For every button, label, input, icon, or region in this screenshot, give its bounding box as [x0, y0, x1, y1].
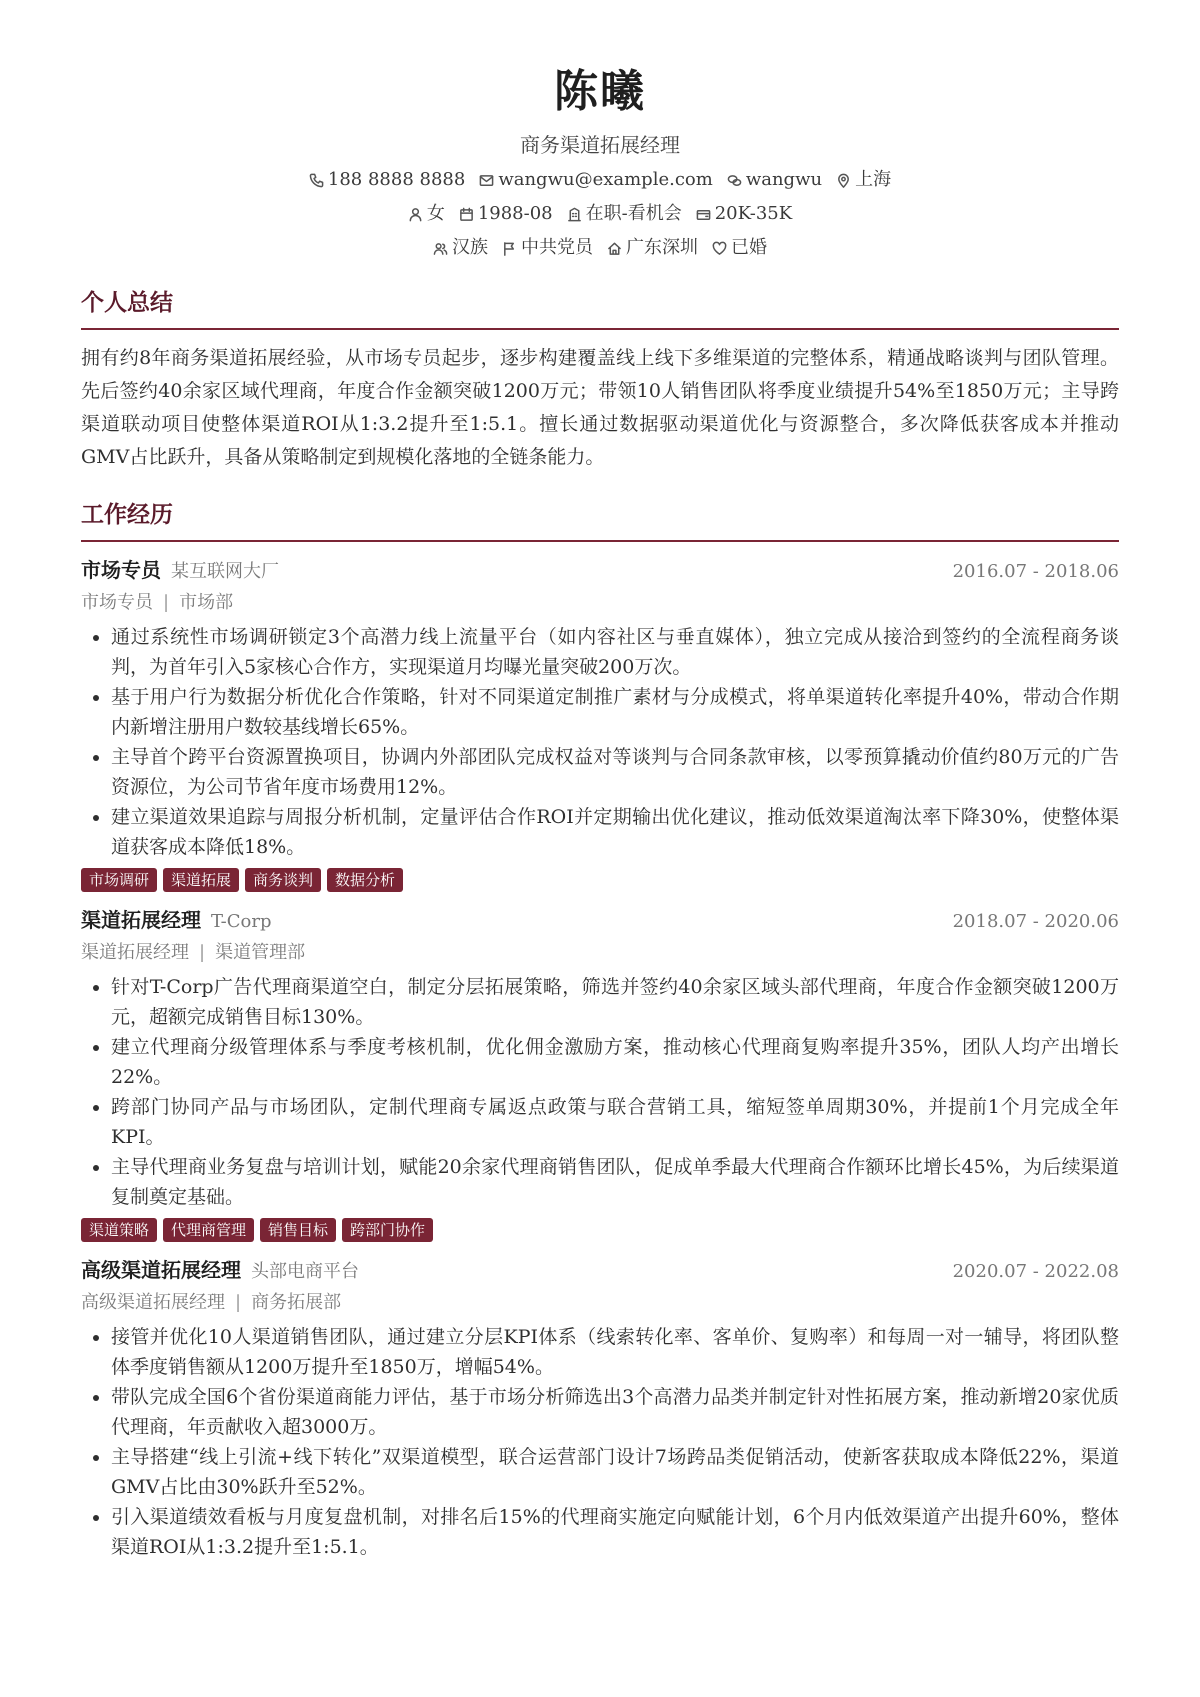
job-title: 商务渠道拓展经理	[520, 133, 680, 157]
job-department: 市场部	[179, 592, 234, 613]
skill-tag: 渠道策略	[81, 1218, 157, 1242]
job-bullets	[81, 1322, 1119, 1562]
location-icon	[836, 173, 851, 188]
birth-text: 1988-08	[477, 203, 553, 224]
wallet-icon	[696, 207, 711, 222]
salary-text: 20K-35K	[714, 203, 793, 224]
job-role: 高级渠道拓展经理	[81, 1258, 241, 1282]
job-dates: 2020.07 - 2022.08	[952, 1261, 1119, 1282]
summary-title: 个人总结	[81, 286, 1119, 330]
bullet-item: • 主导首个跨平台资源置换项目，协调内外部团队完成权益对等谈判与合同条款审核，以零预算撬动价值约80万元的广告资源位，为公司节省年度市场费用12%。	[111, 742, 1119, 802]
job-entry	[81, 904, 1119, 1242]
email-item[interactable]	[479, 166, 713, 194]
bullet-item: • 跨部门协同产品与市场团队，定制代理商专属返点政策与联合营销工具，缩短签单周期30%，并提前1个月完成全年KPI。	[111, 1092, 1119, 1152]
phone-icon	[309, 173, 324, 188]
bullet-item: • 建立渠道效果追踪与周报分析机制，定量评估合作ROI并定期输出优化建议，推动低效渠道淘汰率下降30%，使整体渠道获客成本降低18%。	[111, 802, 1119, 862]
skill-tag: 渠道拓展	[163, 868, 239, 892]
bullet-item: • 建立代理商分级管理体系与季度考核机制，优化佣金激励方案，推动核心代理商复购率提升35%，团队人均产出增长22%。	[111, 1032, 1119, 1092]
home-icon	[607, 241, 622, 256]
marital-text: 已婚	[731, 237, 767, 258]
marital-item	[712, 234, 767, 262]
job-subtitle	[81, 1288, 1119, 1318]
skill-tag: 跨部门协作	[342, 1218, 433, 1242]
hometown-item	[607, 234, 698, 262]
profile-row	[81, 200, 1119, 228]
building-icon	[567, 207, 582, 222]
job-position: 渠道拓展经理	[81, 942, 189, 963]
mail-icon	[479, 173, 494, 188]
separator: |	[235, 1292, 242, 1313]
job-role: 市场专员	[81, 558, 161, 582]
heart-icon	[712, 241, 727, 256]
birth-item	[459, 200, 553, 228]
job-department: 商务拓展部	[251, 1292, 342, 1313]
bullet-item: • 主导搭建“线上引流+线下转化”双渠道模型，联合运营部门设计7场跨品类促销活动，使新客获取成本降低22%，渠道GMV占比由30%跃升至52%。	[111, 1442, 1119, 1502]
job-bullets	[81, 622, 1119, 862]
skill-tag: 商务谈判	[245, 868, 321, 892]
job-company: T-Corp	[211, 911, 272, 932]
ethnicity-text: 汉族	[452, 237, 488, 258]
skill-tag: 数据分析	[327, 868, 403, 892]
experience-section	[81, 498, 1119, 1562]
phone-text: 188 8888 8888	[327, 169, 466, 190]
job-header	[81, 904, 1119, 938]
experience-title: 工作经历	[81, 498, 1119, 542]
hometown-text: 广东深圳	[626, 237, 698, 258]
skill-tag: 销售目标	[260, 1218, 336, 1242]
bullet-item: • 带队完成全国6个省份渠道商能力评估，基于市场分析筛选出3个高潜力品类并制定针对性拓展方案，推动新增20家优质代理商，年贡献收入超3000万。	[111, 1382, 1119, 1442]
job-position: 市场专员	[81, 592, 153, 613]
politics-text: 中共党员	[521, 237, 593, 258]
summary-text: 拥有约8年商务渠道拓展经验，从市场专员起步，逐步构建覆盖线上线下多维渠道的完整体系，精通战略谈判与团队管理。先后签约40余家区域代理商，年度合作金额突破1200万元；带领10人销售团队将季度业绩提升54%至1850万元；主导跨渠道联动项目使整体渠道ROI从1:3.2提升至1:5.1。擅长通过数据驱动渠道优化与资源整合，多次降低获客成本并推动GMV占比跃升，具备从策略制定到规模化落地的全链条能力。	[81, 347, 1119, 468]
status-item	[567, 200, 682, 228]
bullet-item: • 接管并优化10人渠道销售团队，通过建立分层KPI体系（线索转化率、客单价、复购率）和每周一对一辅导，将团队整体季度销售额从1200万提升至1850万，增幅54%。	[111, 1322, 1119, 1382]
bullet-item: • 针对T-Corp广告代理商渠道空白，制定分层拓展策略，筛选并签约40余家区域头部代理商，年度合作金额突破1200万元，超额完成销售目标130%。	[111, 972, 1119, 1032]
job-header	[81, 554, 1119, 588]
group-icon	[433, 241, 448, 256]
bullet-item: • 通过系统性市场调研锁定3个高潜力线上流量平台（如内容社区与垂直媒体），独立完成从接洽到签约的全流程商务谈判，为首年引入5家核心合作方，实现渠道月均曝光量突破200万次。	[111, 622, 1119, 682]
summary-section	[81, 286, 1119, 474]
job-subtitle	[81, 938, 1119, 968]
job-position: 高级渠道拓展经理	[81, 1292, 225, 1313]
person-icon	[408, 207, 423, 222]
skill-tags	[81, 868, 1119, 892]
bullet-item: • 主导代理商业务复盘与培训计划，赋能20余家代理商销售团队，促成单季最大代理商合作额环比增长45%，为后续渠道复制奠定基础。	[111, 1152, 1119, 1212]
gender-text: 女	[426, 203, 445, 224]
job-subtitle	[81, 588, 1119, 618]
email-text: wangwu@example.com	[498, 169, 713, 190]
job-company: 头部电商平台	[251, 1261, 359, 1282]
calendar-icon	[459, 207, 474, 222]
flag-icon	[502, 241, 517, 256]
job-dates: 2016.07 - 2018.06	[952, 561, 1119, 582]
wechat-icon	[727, 173, 742, 188]
separator: |	[163, 592, 170, 613]
gender-item	[408, 200, 445, 228]
location-text: 上海	[855, 169, 892, 190]
status-text: 在职-看机会	[585, 203, 682, 224]
job-bullets	[81, 972, 1119, 1212]
ethnicity-item	[433, 234, 488, 262]
job-entry	[81, 554, 1119, 892]
separator: |	[199, 942, 206, 963]
skill-tag: 代理商管理	[163, 1218, 254, 1242]
job-department: 渠道管理部	[215, 942, 306, 963]
wechat-item[interactable]	[727, 166, 822, 194]
personal-row	[81, 234, 1119, 262]
politics-item	[502, 234, 593, 262]
wechat-text: wangwu	[745, 169, 823, 190]
job-header	[81, 1254, 1119, 1288]
skill-tag: 市场调研	[81, 868, 157, 892]
job-company: 某互联网大厂	[171, 561, 279, 582]
phone-item[interactable]	[309, 166, 465, 194]
bullet-item: • 引入渠道绩效看板与月度复盘机制，对排名后15%的代理商实施定向赋能计划，6个月内低效渠道产出提升60%，整体渠道ROI从1:3.2提升至1:5.1。	[111, 1502, 1119, 1562]
candidate-name: 陈曦	[554, 66, 646, 117]
skill-tags	[81, 1218, 1119, 1242]
location-item	[836, 166, 891, 194]
salary-item	[696, 200, 792, 228]
job-dates: 2018.07 - 2020.06	[952, 911, 1119, 932]
job-role: 渠道拓展经理	[81, 908, 201, 932]
contact-row	[81, 166, 1119, 194]
bullet-item: • 基于用户行为数据分析优化合作策略，针对不同渠道定制推广素材与分成模式，将单渠道转化率提升40%，带动合作期内新增注册用户数较基线增长65%。	[111, 682, 1119, 742]
job-entry	[81, 1254, 1119, 1562]
